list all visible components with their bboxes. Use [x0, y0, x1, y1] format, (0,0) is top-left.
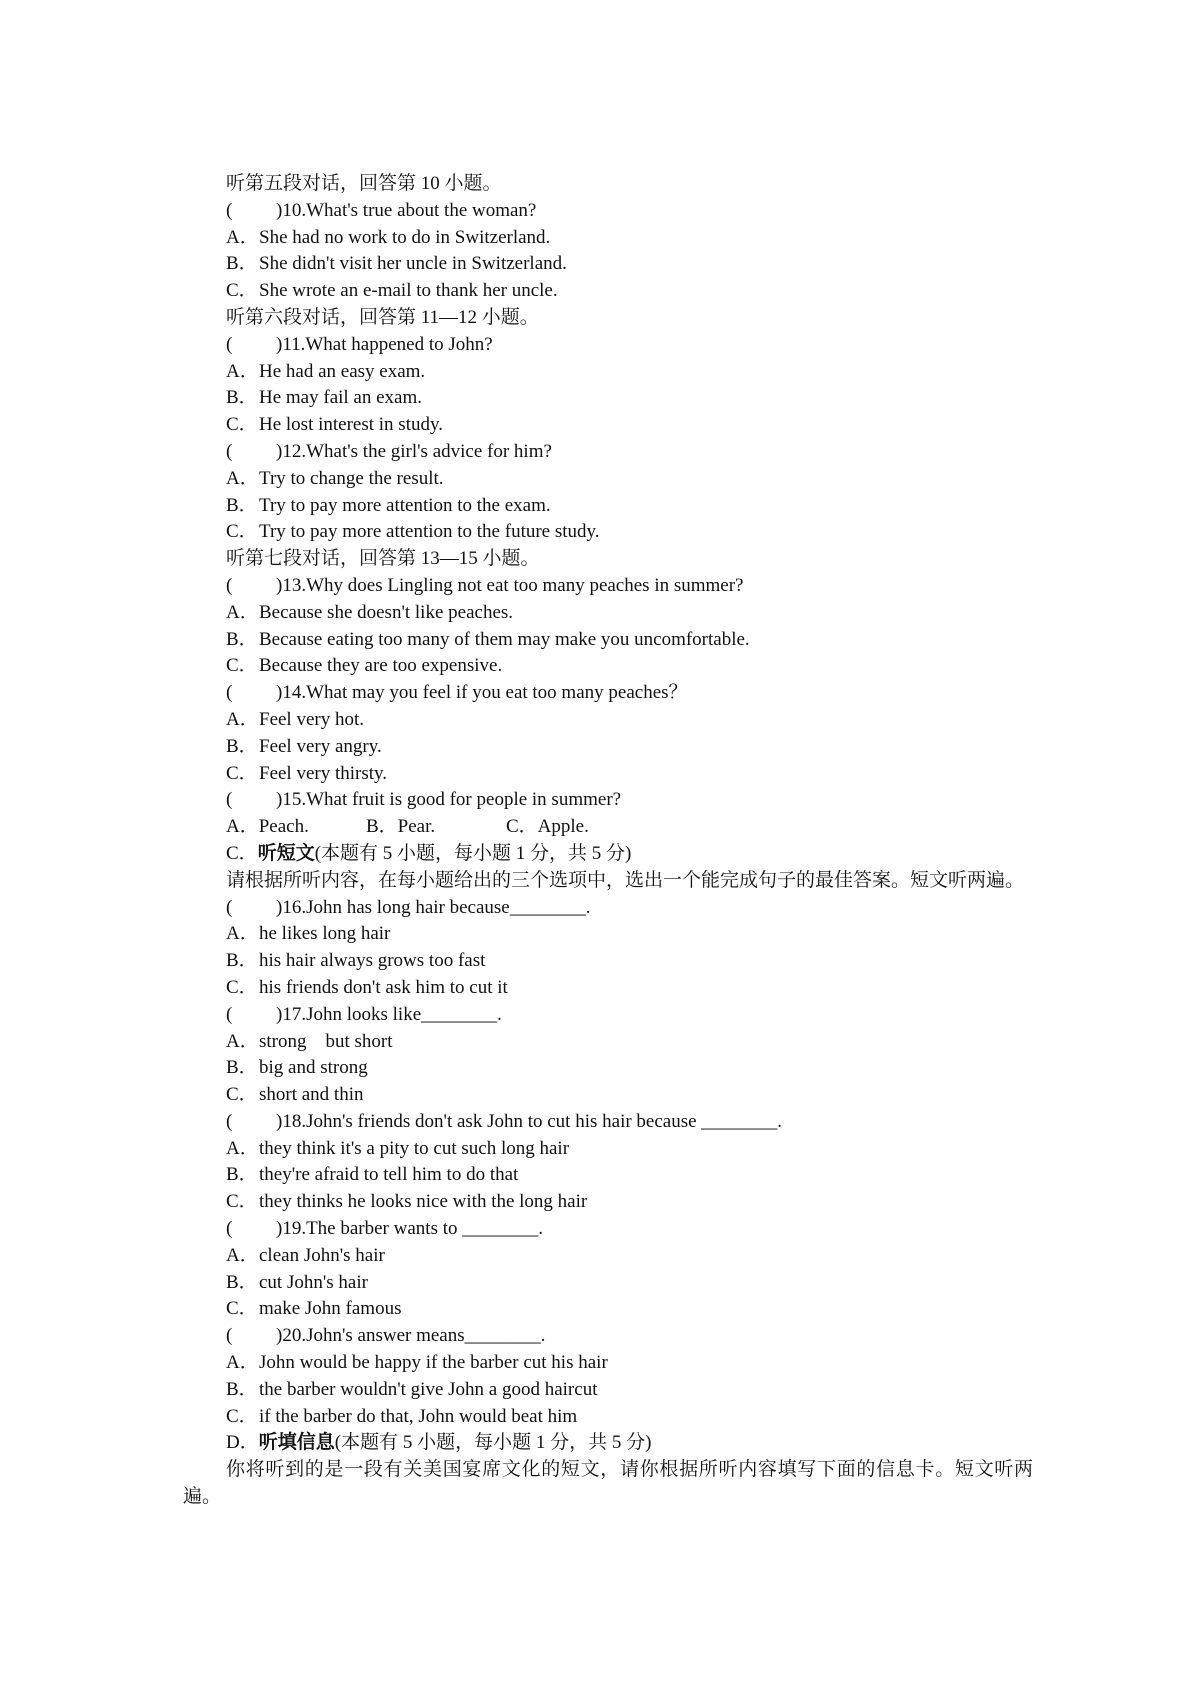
option-text: Because eating too many of them may make you uncomfortable.	[259, 628, 750, 650]
option-letter: B．	[226, 950, 258, 972]
option	[183, 1296, 1033, 1323]
question-text: )13.Why does Lingling not eat too many peaches in summer?	[276, 574, 744, 596]
answer-blank: (	[226, 440, 233, 462]
part-d-heading	[183, 1430, 1033, 1457]
option	[183, 519, 1033, 546]
option-text: make John famous	[259, 1298, 402, 1320]
question-15	[183, 787, 1033, 814]
option-letter: C．	[226, 762, 258, 784]
option-letter: A．	[226, 1352, 259, 1374]
option-letter: B．	[226, 628, 258, 650]
option	[183, 1404, 1033, 1431]
option-text: Feel very hot.	[259, 708, 365, 730]
option	[183, 1082, 1033, 1109]
option	[183, 707, 1033, 734]
option	[183, 734, 1033, 761]
question-text: )19.The barber wants to ________.	[276, 1218, 543, 1240]
option	[183, 600, 1033, 627]
option-text: He had an easy exam.	[259, 360, 426, 382]
section-header: 听第七段对话，回答第 13—15 小题。	[226, 548, 540, 570]
part-c-heading	[183, 841, 1033, 868]
answer-blank: (	[226, 1110, 233, 1132]
question-19	[183, 1216, 1033, 1243]
option-letter: C．	[226, 1405, 258, 1427]
answer-blank: (	[226, 199, 233, 221]
answer-blank: (	[226, 333, 233, 355]
question-text: )12.What's the girl's advice for him?	[276, 440, 552, 462]
option-letter: B．	[226, 1057, 258, 1079]
option-text: Try to pay more attention to the future study.	[259, 521, 600, 543]
question-text: )18.John's friends don't ask John to cut his hair because ________.	[276, 1110, 783, 1132]
page-content	[183, 171, 1033, 1511]
option-letter: C．	[226, 1084, 258, 1106]
question-text: )15.What fruit is good for people in summer?	[276, 789, 622, 811]
question-17	[183, 1002, 1033, 1029]
answer-blank: (	[226, 789, 233, 811]
option	[183, 948, 1033, 975]
option	[183, 385, 1033, 412]
inline-options	[183, 814, 1033, 841]
part-instruction: 你将听到的是一段有关美国宴席文化的短文，请你根据所听内容填写下面的信息卡。短文听两遍。	[183, 1459, 1033, 1508]
option-text: strong but short	[259, 1030, 393, 1052]
option-letter: B．	[226, 494, 258, 516]
option	[183, 278, 1033, 305]
answer-blank: (	[226, 896, 233, 918]
question-text: )20.John's answer means________.	[276, 1325, 546, 1347]
option-letter: A．	[226, 467, 259, 489]
option-letter: B．	[226, 253, 258, 275]
option-text: big and strong	[259, 1057, 368, 1079]
option	[183, 251, 1033, 278]
option-text: He may fail an exam.	[259, 387, 423, 409]
part-label: D．	[226, 1432, 259, 1454]
question-text: )11.What happened to John?	[276, 333, 493, 355]
option-text: his friends don't ask him to cut it	[259, 976, 508, 998]
part-title: 听短文	[257, 842, 315, 864]
option	[183, 1350, 1033, 1377]
option-letter: C．	[226, 976, 258, 998]
option-letter: B．	[226, 1271, 258, 1293]
option-text: they think it's a pity to cut such long hair	[259, 1137, 570, 1159]
part-scoring: (本题有 5 小题，每小题 1 分，共 5 分)	[334, 1432, 652, 1454]
option	[183, 627, 1033, 654]
option-text: She had no work to do in Switzerland.	[259, 226, 551, 248]
option-text: his hair always grows too fast	[259, 950, 486, 972]
option-letter: A．	[226, 601, 259, 623]
answer-blank: (	[226, 1325, 233, 1347]
part-scoring: (本题有 5 小题，每小题 1 分，共 5 分)	[314, 842, 632, 864]
option-text: She wrote an e-mail to thank her uncle.	[259, 280, 558, 302]
question-18	[183, 1109, 1033, 1136]
question-11	[183, 332, 1033, 359]
section-header: 听第六段对话，回答第 11—12 小题。	[226, 306, 539, 328]
answer-blank: (	[226, 1003, 233, 1025]
option	[183, 1055, 1033, 1082]
option-letter: A．	[226, 360, 259, 382]
question-16	[183, 895, 1033, 922]
option-b: B．Pear.	[366, 816, 436, 838]
option	[183, 1270, 1033, 1297]
option-text: John would be happy if the barber cut his hair	[259, 1352, 608, 1374]
option-letter: C．	[226, 414, 258, 436]
option-text: He lost interest in study.	[259, 414, 443, 436]
question-14	[183, 680, 1033, 707]
option-letter: B．	[226, 387, 258, 409]
option-letter: B．	[226, 1378, 258, 1400]
option-letter: C．	[226, 655, 258, 677]
option-text: She didn't visit her uncle in Switzerland.	[259, 253, 567, 275]
question-text: )17.John looks like________.	[276, 1003, 502, 1025]
question-20	[183, 1323, 1033, 1350]
part-instruction: 请根据所听内容，在每小题给出的三个选项中，选出一个能完成句子的最佳答案。短文听两遍。	[226, 869, 1025, 891]
option-text: Try to change the result.	[259, 467, 444, 489]
option-letter: C．	[226, 1191, 258, 1213]
option-text: Try to pay more attention to the exam.	[259, 494, 551, 516]
option	[183, 761, 1033, 788]
option-c: C．Apple.	[506, 816, 589, 838]
option-text: Because she doesn't like peaches.	[259, 601, 514, 623]
option	[183, 653, 1033, 680]
option-text: Because they are too expensive.	[259, 655, 503, 677]
option-letter: C．	[226, 280, 258, 302]
option	[183, 412, 1033, 439]
question-text: )16.John has long hair because________.	[276, 896, 591, 918]
option	[183, 921, 1033, 948]
question-13	[183, 573, 1033, 600]
option	[183, 225, 1033, 252]
option-letter: A．	[226, 1030, 259, 1052]
option-letter: A．	[226, 923, 259, 945]
option-letter: C．	[226, 1298, 258, 1320]
answer-blank: (	[226, 1218, 233, 1240]
question-10	[183, 198, 1033, 225]
option-letter: B．	[226, 1164, 258, 1186]
option	[183, 975, 1033, 1002]
option-text: Feel very angry.	[259, 735, 382, 757]
option	[183, 1189, 1033, 1216]
option	[183, 493, 1033, 520]
question-12	[183, 439, 1033, 466]
option	[183, 1243, 1033, 1270]
part-title: 听填信息	[258, 1432, 335, 1454]
option-letter: A．	[226, 708, 259, 730]
question-text: )14.What may you feel if you eat too many peaches？	[276, 682, 688, 704]
section-header: 听第五段对话，回答第 10 小题。	[226, 173, 502, 194]
option-text: clean John's hair	[259, 1244, 385, 1266]
option	[183, 359, 1033, 386]
option	[183, 1029, 1033, 1056]
answer-blank: (	[226, 682, 233, 704]
option-letter: C．	[226, 521, 258, 543]
answer-blank: (	[226, 574, 233, 596]
option-text: cut John's hair	[259, 1271, 368, 1293]
option-letter: A．	[226, 1244, 259, 1266]
option	[183, 466, 1033, 493]
option-text: they thinks he looks nice with the long hair	[259, 1191, 588, 1213]
option-text: Feel very thirsty.	[259, 762, 388, 784]
option-letter: A．	[226, 1137, 259, 1159]
question-text: )10.What's true about the woman?	[276, 199, 537, 221]
part-label: C．	[226, 842, 258, 864]
option-text: short and thin	[259, 1084, 364, 1106]
option-text: he likes long hair	[259, 923, 391, 945]
option-text: if the barber do that, John would beat him	[259, 1405, 578, 1427]
option-letter: A．	[226, 226, 259, 248]
option	[183, 1377, 1033, 1404]
option-a: A．Peach.	[226, 816, 309, 838]
option	[183, 1162, 1033, 1189]
option-text: the barber wouldn't give John a good haircut	[259, 1378, 598, 1400]
option-text: they're afraid to tell him to do that	[259, 1164, 519, 1186]
option	[183, 1136, 1033, 1163]
option-letter: B．	[226, 735, 258, 757]
